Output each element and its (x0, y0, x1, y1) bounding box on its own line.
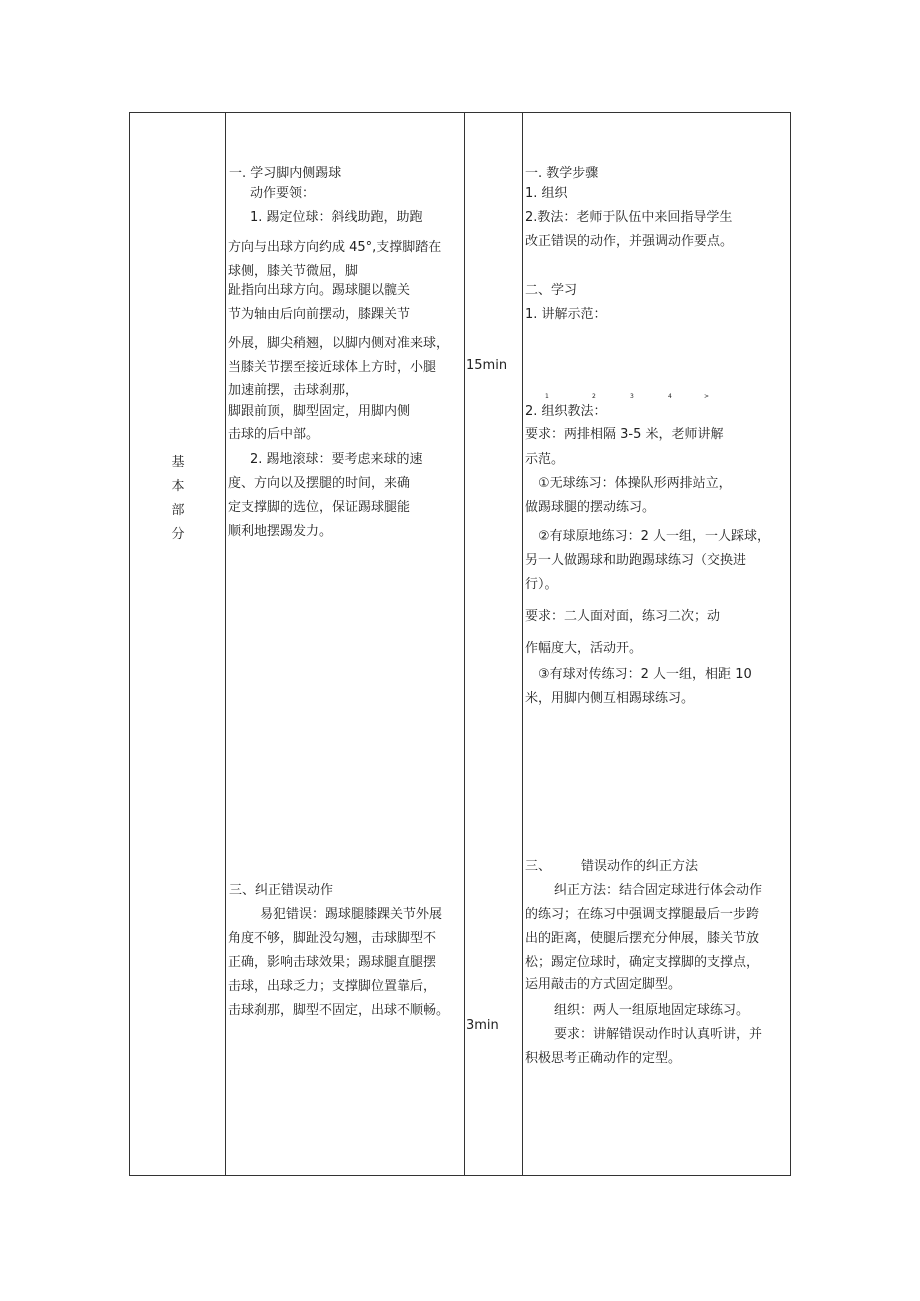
method-line: 行）。 (525, 577, 558, 592)
method-line: 二、学习 (525, 283, 578, 298)
category-char: 本 (171, 479, 185, 494)
duration-label: 15min (466, 358, 508, 373)
column-divider-3 (522, 112, 523, 1176)
content-line: 击球的后中部。 (228, 427, 320, 442)
method-line: 三、 (525, 859, 552, 874)
method-line: 作幅度大，活动开。 (525, 641, 643, 656)
content-line: 节为轴由后向前摆动，膝踝关节 (228, 307, 411, 322)
method-line: 积极思考正确动作的定型。 (525, 1051, 682, 1066)
column-divider-1 (225, 112, 226, 1176)
method-line: ①无球练习：体操队形两排站立， (538, 476, 732, 491)
content-line: 易犯错误：踢球腿膝踝关节外展 (260, 907, 443, 922)
category-char: 基 (171, 455, 185, 470)
method-line: ②有球原地练习：2 人一组，一人踩球， (538, 529, 771, 544)
method-line: 米，用脚内侧互相踢球练习。 (525, 691, 695, 706)
table-border-left (129, 112, 130, 1176)
method-line: 的练习；在练习中强调支撑腿最后一步跨 (525, 907, 760, 922)
table-border-right (790, 112, 791, 1176)
method-line: 纠正方法：结合固定球进行体会动作 (554, 883, 763, 898)
section-title: 三、纠正错误动作 (229, 883, 334, 898)
formation-marker: 3 (630, 393, 634, 400)
method-line: 2. 组织教法： (525, 404, 607, 419)
content-line: 正确，影响击球效果；踢球腿直腿摆 (228, 955, 437, 970)
content-line: 脚跟前顶，脚型固定，用脚内侧 (228, 404, 411, 419)
content-line: 外展，脚尖稍翘，以脚内侧对准来球， (228, 336, 450, 351)
method-line: 要求：讲解错误动作时认真听讲，并 (554, 1027, 763, 1042)
content-line: 击球，出球乏力；支撑脚位置靠后， (228, 979, 437, 994)
content-line: 当膝关节摆至接近球体上方时，小腿 (228, 360, 437, 375)
section-title: 一. 学习脚内侧踢球 (229, 166, 342, 181)
table-border-bottom (129, 1175, 791, 1176)
content-line: 角度不够，脚趾没勾翘，击球脚型不 (228, 931, 437, 946)
method-line: 1. 组织 (525, 186, 568, 201)
duration-label: 3min (466, 1018, 499, 1033)
formation-marker: 4 (668, 393, 672, 400)
formation-marker: 2 (592, 393, 596, 400)
method-line: 另一人做踢球和助跑踢球练习（交换进 (525, 553, 747, 568)
content-line: 2. 踢地滚球：要考虑来球的速 (250, 452, 423, 467)
column-divider-2 (464, 112, 465, 1176)
method-line: 松；踢定位球时，确定支撑脚的支撑点， (525, 955, 760, 970)
method-line: 错误动作的纠正方法 (581, 859, 699, 874)
content-line: 动作要领： (250, 186, 316, 201)
method-line: 做踢球腿的摆动练习。 (525, 500, 656, 515)
method-line: 改正错误的动作，并强调动作要点。 (525, 234, 734, 249)
formation-marker: 1 (545, 393, 549, 400)
method-line: 要求：二人面对面，练习二次；动 (525, 609, 721, 624)
method-line: 要求：两排相隔 3-5 米，老师讲解 (525, 427, 724, 442)
content-line: 球侧，膝关节微屈，脚 (228, 264, 359, 279)
method-line: 出的距离，使腿后摆充分伸展，膝关节放 (525, 931, 760, 946)
method-line: ③有球对传练习：2 人一组，相距 10 (538, 667, 752, 682)
method-line: 示范。 (525, 452, 565, 467)
category-char: 分 (171, 527, 185, 542)
method-line: 1. 讲解示范： (525, 307, 607, 322)
table-border-top (129, 112, 791, 113)
method-line: 2.教法：老师于队伍中来回指导学生 (525, 210, 733, 225)
method-line: 组织：两人一组原地固定球练习。 (554, 1003, 750, 1018)
method-line: 一. 教学步骤 (525, 166, 599, 181)
content-line: 趾指向出球方向。踢球腿以髋关 (228, 283, 411, 298)
content-line: 1. 踢定位球：斜线助跑，助跑 (250, 210, 423, 225)
formation-marker: > (704, 393, 710, 400)
content-line: 定支撑脚的选位，保证踢球腿能 (228, 500, 411, 515)
content-line: 度、方向以及摆腿的时间，来确 (228, 476, 411, 491)
content-line: 顺利地摆踢发力。 (228, 524, 333, 539)
content-line: 方向与出球方向约成 45°,支撑脚踏在 (228, 240, 442, 255)
content-line: 击球刹那，脚型不固定，出球不顺畅。 (228, 1003, 450, 1018)
method-line: 运用敲击的方式固定脚型。 (525, 977, 682, 992)
content-line: 加速前摆，击球刹那， (228, 383, 359, 398)
category-char: 部 (171, 503, 185, 518)
